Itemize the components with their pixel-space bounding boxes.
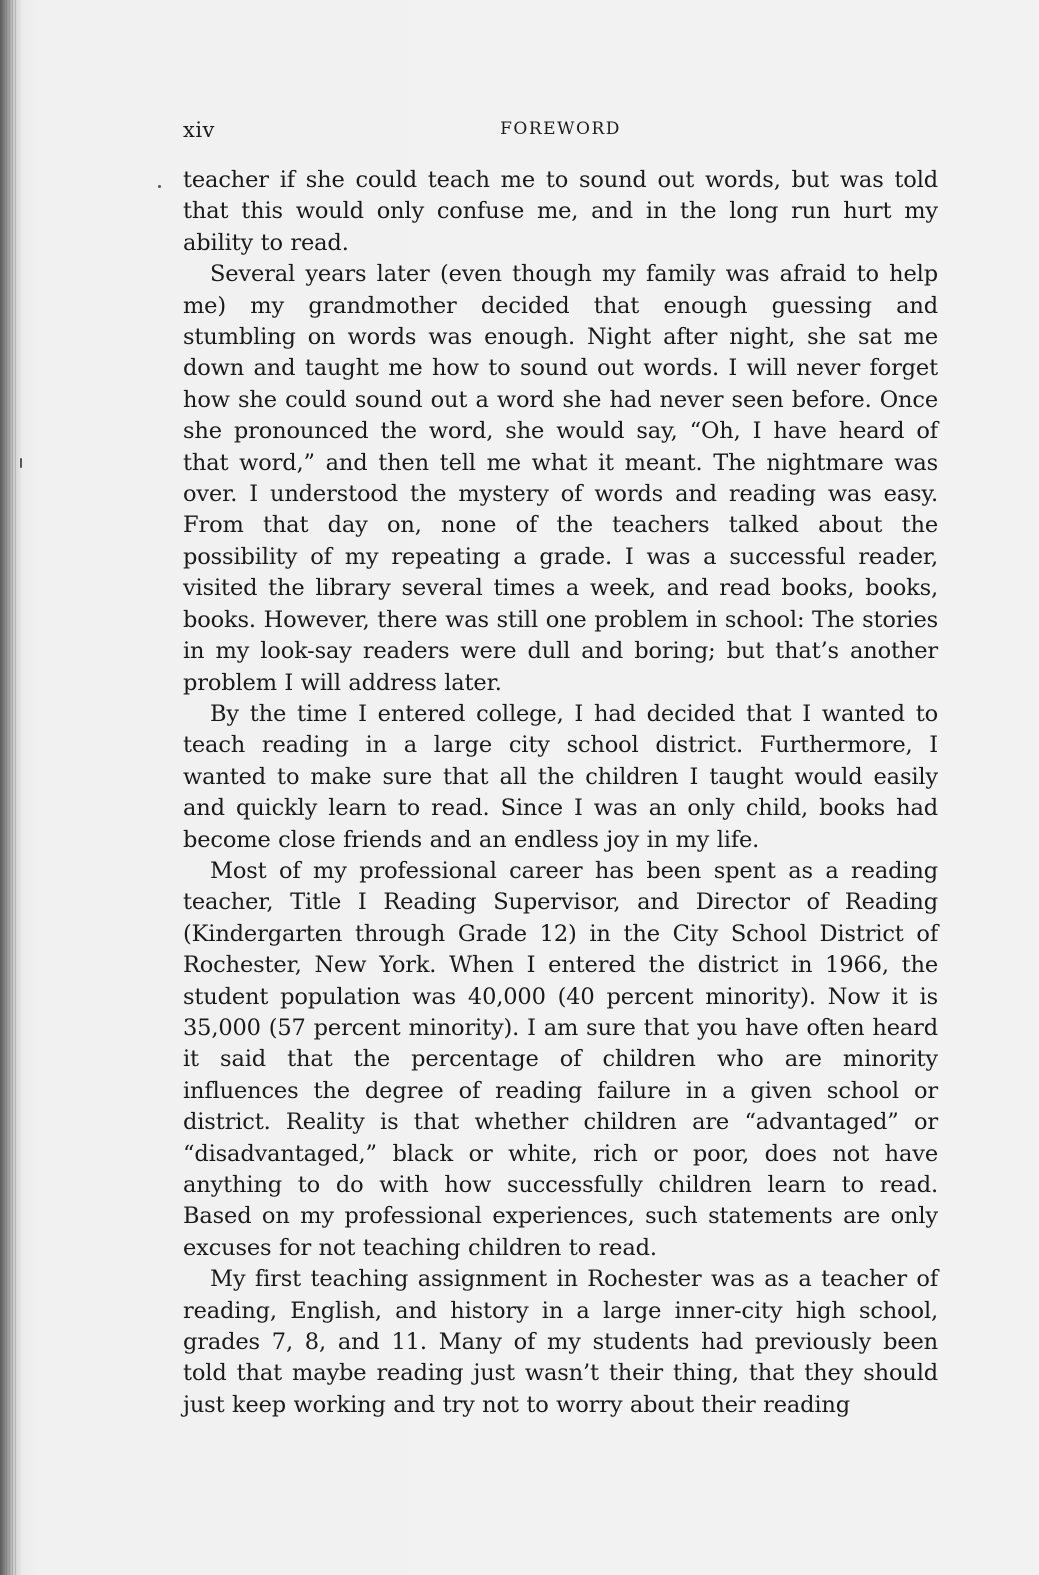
ink-speck — [158, 185, 161, 188]
paragraph: Most of my professional career has been spent as a reading teacher, Title I Reading Supervisor, and Director of Reading (Kindergarten through Grade 12) in the City School District of Rochester, New York. When I entered the district in 1966, the student population was 40,000 (40 percent minority). Now it is 35,000 (57 percent minority). I am sure that you have often heard it said that the percentage of children who are minority influences the degree of reading failure in a given school or district. Reality is that whether children are “advantaged” or “disadvantaged,” black or white, rich or poor, does not have anything to do with how successfully children learn to read. Based on my professional experiences, such statements are only excuses for not teaching children to read. — [183, 857, 938, 1261]
paragraph: Several years later (even though my family was afraid to help me) my grandmother decided that enough guessing and stumbling on words was enough. Night after night, she sat me down and taught me how to sound out words. I will never forget how she could sound out a word she had never seen before. Once she pronounced the word, she would say, “Oh, I have heard of that word,” and then tell me what it meant. The nightmare was over. I understood the mystery of words and reading was easy. From that day on, none of the teachers talked about the possibility of my repeating a grade. I was a successful reader, visited the library several times a week, and read books, books, books. However, there was still one problem in school: The stories in my look-say readers were dull and boring; but that’s another problem I will address later. — [183, 261, 938, 696]
page-edges — [6, 0, 16, 1575]
paragraph: My first teaching assignment in Rochester was as a teacher of reading, English, and history in a large inner-city high school, grades 7, 8, and 11. Many of my students had previously been told that maybe reading just wasn’t their thing, that they should just keep working and try not to worry about their reading — [183, 1266, 938, 1418]
page-number: xiv — [183, 118, 215, 142]
paragraph: By the time I entered college, I had decided that I wanted to teach reading in a large city school district. Furthermore, I wanted to make sure that all the children I taught would easily and quickly learn to read. Since I was an only child, books had become close friends and an endless joy in my life. — [183, 700, 938, 853]
paragraph: teacher if she could teach me to sound out words, but was told that this would only confuse me, and in the long run hurt my ability to read. — [183, 167, 938, 256]
running-head: FOREWORD — [500, 119, 621, 139]
ink-speck — [20, 458, 22, 468]
body-text — [183, 165, 938, 1421]
page-header — [183, 118, 938, 142]
